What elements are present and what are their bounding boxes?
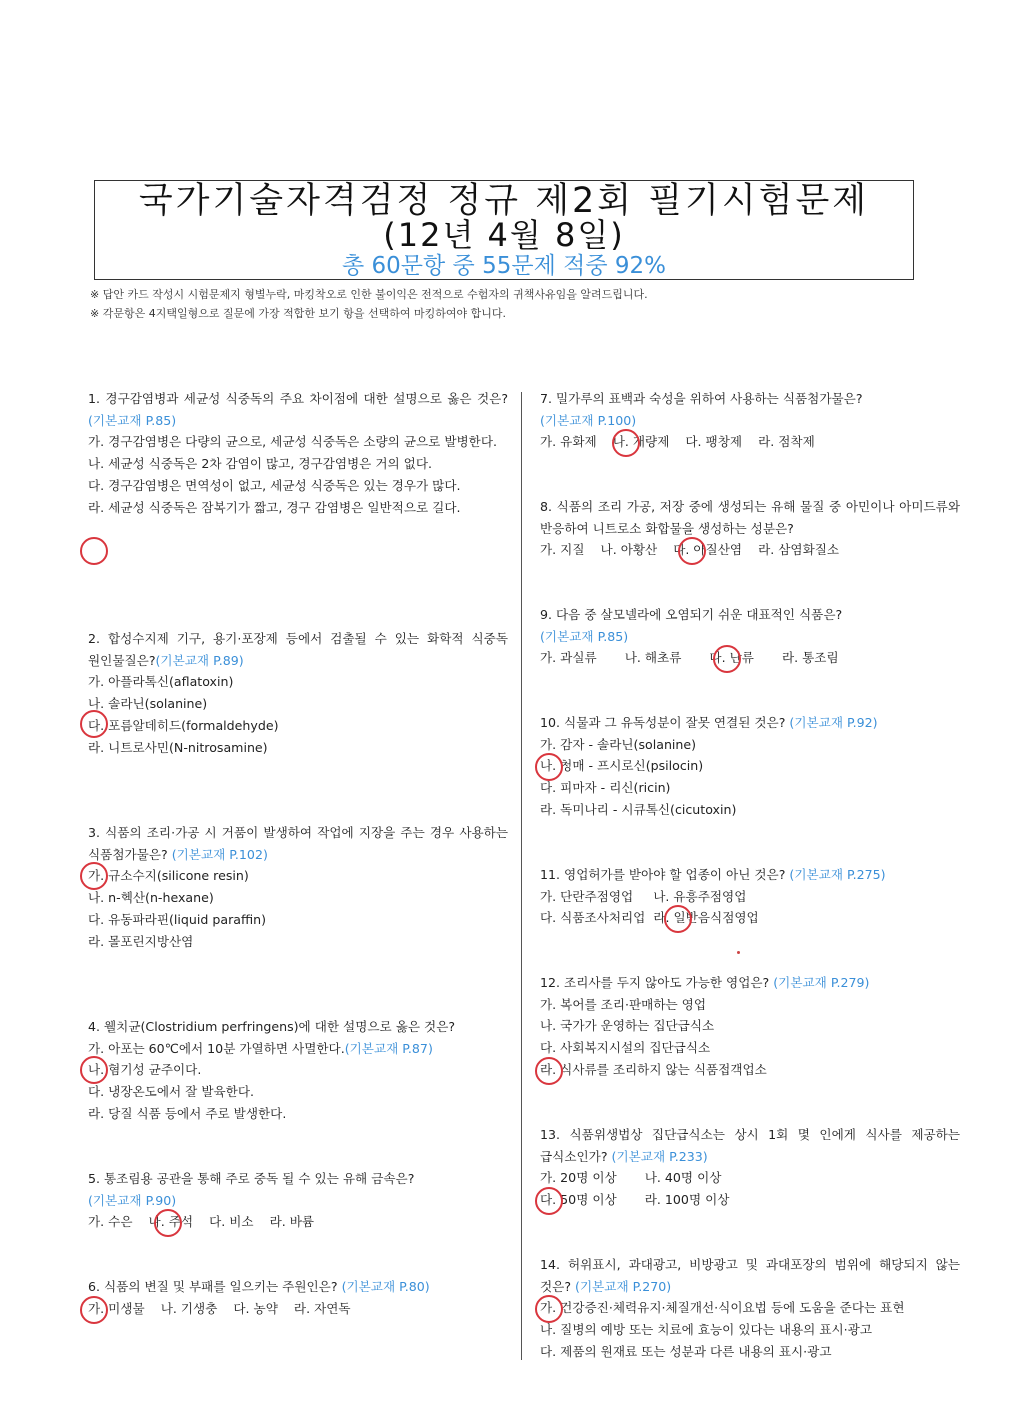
textbook-ref: (기본교재 P.100) (540, 412, 637, 428)
answer-mark-circle (678, 537, 706, 565)
textbook-ref: (기본교재 P.85) (88, 412, 177, 428)
question-text: 13. 식품위생법상 집단급식소는 상시 1회 몇 인에게 식사를 제공하는 급식소인가? (540, 1127, 960, 1164)
question-text: 1. 경구감염병과 세균성 식중독의 주요 차이점에 대한 설명으로 옳은 것은? (88, 391, 508, 406)
option: 다. 팽창제 (685, 434, 743, 450)
question-text: 9. 다음 중 살모넬라에 오염되기 쉬운 대표적인 식품은? (540, 607, 843, 622)
option: 라. 몰포린지방산염 (88, 933, 194, 949)
option: 다. 유동파라핀(liquid paraffin) (88, 911, 267, 927)
option: 가. 건강증진·체력유지·체질개선·식이요법 등에 도움을 준다는 표현 (540, 1300, 905, 1316)
option: 다. 난류 (709, 650, 754, 666)
column-divider (521, 392, 522, 1360)
question-text: 3. 식품의 조리·가공 시 거품이 발생하여 작업에 지장을 주는 경우 사용하는 식품첨가물은? (88, 825, 508, 862)
exam-title: 국가기술자격검정 정규 제2회 필기시험문제 (138, 181, 870, 221)
option: 나. n-헥산(n-hexane) (88, 890, 214, 906)
textbook-ref: (기본교재 P.85) (540, 628, 629, 644)
answer-mark-circle (664, 905, 692, 933)
question-text: 11. 영업허가를 받아야 할 업종이 아닌 것은? (540, 867, 786, 882)
textbook-ref: (기본교재 P.233) (611, 1148, 708, 1164)
option: 라. 통조림 (781, 650, 839, 666)
answer-mark-circle (80, 1296, 108, 1324)
option: 가. 아플라톡신(aflatoxin) (88, 674, 234, 690)
option: 라. 세균성 식중독은 잠복기가 짧고, 경구 감염병은 일반적으로 길다. (88, 499, 461, 515)
question-text: 5. 통조림용 공관을 통해 주로 중독 될 수 있는 유해 금속은? (88, 1171, 415, 1186)
question-2 (88, 628, 508, 758)
answer-mark-circle (612, 429, 640, 457)
question-10 (540, 712, 960, 821)
textbook-ref: (기본교재 P.92) (789, 715, 878, 730)
answer-mark-circle (535, 1057, 563, 1085)
answer-mark-circle (80, 862, 108, 890)
option: 다. 농약 (233, 1300, 278, 1316)
answer-mark-circle (154, 1209, 182, 1237)
option: 가. 경구감염병은 다량의 균으로, 세균성 식중독은 소량의 균으로 발병한다. (88, 434, 498, 450)
question-text: 10. 식물과 그 유독성분이 잘못 연결된 것은? (540, 715, 786, 730)
answer-mark-circle (535, 1187, 563, 1215)
option: 나. 아황산 (600, 542, 658, 558)
option: 가. 미생물 (88, 1300, 145, 1316)
answer-mark-circle (713, 645, 741, 673)
question-12 (540, 972, 960, 1081)
option: 라. 식사류를 조리하지 않는 식품접객업소 (540, 1061, 767, 1077)
option: 가. 아포는 60℃에서 10분 가열하면 사멸한다. (88, 1040, 345, 1056)
option: 나. 주석 (148, 1214, 194, 1230)
answer-mark-circle (535, 1295, 563, 1323)
option: 나. 유흥주점영업 (653, 888, 747, 904)
textbook-ref: (기본교재 P.90) (88, 1192, 177, 1208)
option: 라. 100명 이상 (644, 1192, 730, 1208)
question-text: 8. 식품의 조리 가공, 저장 중에 생성되는 유해 물질 중 아민이나 아미드류와 반응하여 니트로소 화합물을 생성하는 성분은? (540, 499, 960, 536)
option: 라. 독미나리 - 시큐톡신(cicutoxin) (540, 801, 737, 817)
textbook-ref: (기본교재 P.270) (575, 1278, 672, 1294)
question-4 (88, 1016, 508, 1125)
option: 나. 40명 이상 (644, 1170, 722, 1186)
question-text: 7. 밀가루의 표백과 숙성을 위하여 사용하는 식품첨가물은? (540, 391, 863, 406)
question-5 (88, 1168, 508, 1233)
option: 다. 비소 (209, 1214, 254, 1230)
option: 다. 제품의 원재료 또는 성분과 다른 내용의 표시·광고 (540, 1343, 832, 1359)
option: 가. 지질 (540, 542, 585, 558)
question-text: 4. 웰치균(Clostridium perfringens)에 대한 설명으로 옳은 것은? (88, 1019, 456, 1034)
answer-mark-circle (80, 1056, 108, 1084)
option: 가. 과실류 (540, 650, 597, 666)
question-text: 2. 합성수지제 기구, 용기·포장제 등에서 검출될 수 있는 화학적 식중독 원인물질은? (88, 631, 508, 668)
option: 가. 복어를 조리·판매하는 영업 (540, 996, 707, 1012)
option: 나. 혐기성 균주이다. (88, 1062, 202, 1078)
question-14 (540, 1254, 960, 1363)
textbook-ref: (기본교재 P.279) (773, 975, 870, 990)
notice-2: ※ 각문항은 4지택일형으로 질문에 가장 적합한 보기 항을 선택하여 마킹하여야 합니다. (90, 307, 506, 320)
answer-mark-circle (80, 537, 108, 565)
red-speck (737, 951, 740, 954)
option: 다. 사회복지시설의 집단급식소 (540, 1040, 711, 1056)
option: 라. 삼염화질소 (758, 542, 840, 558)
option: 나. 질병의 예방 또는 치료에 효능이 있다는 내용의 표시·광고 (540, 1322, 873, 1338)
question-7 (540, 388, 960, 453)
option: 라. 바륨 (269, 1214, 315, 1230)
textbook-ref: (기본교재 P.102) (171, 846, 268, 862)
textbook-ref: (기본교재 P.275) (789, 867, 886, 882)
notice-1: ※ 답안 카드 작성시 시험문제지 형별누락, 마킹착오로 인한 불이익은 전적으로 수험자의 귀책사유임을 알려드립니다. (90, 288, 648, 301)
textbook-ref: (기본교재 P.87) (344, 1040, 433, 1056)
option: 가. 수은 (88, 1214, 133, 1230)
exam-date: (12년 4월 8일) (383, 216, 625, 254)
question-text: 12. 조리사를 두지 않아도 가능한 영업은? (540, 975, 770, 990)
option: 라. 당질 식품 등에서 주로 발생한다. (88, 1105, 287, 1121)
textbook-ref: (기본교재 P.80) (341, 1279, 430, 1294)
option: 나. 세균성 식중독은 2차 감염이 많고, 경구감염병은 거의 없다. (88, 456, 433, 472)
option: 나. 해초류 (624, 650, 682, 666)
question-9 (540, 604, 960, 669)
option: 나. 국가가 운영하는 집단급식소 (540, 1018, 715, 1034)
option: 다. 식품조사처리업 (540, 910, 646, 926)
question-1 (88, 388, 508, 518)
option: 나. 개량제 (612, 434, 670, 450)
question-text: 6. 식품의 변질 및 부패를 일으키는 주원인은? (88, 1279, 338, 1294)
option: 나. 기생충 (160, 1300, 218, 1316)
option: 나. 청매 - 프시로신(psilocin) (540, 758, 704, 774)
question-text: 14. 허위표시, 과대광고, 비방광고 및 과대포장의 범위에 해당되지 않는 것은? (540, 1257, 960, 1294)
option: 다. 피마자 - 리신(ricin) (540, 780, 671, 796)
question-13 (540, 1124, 960, 1211)
option: 가. 단란주점영업 (540, 888, 634, 904)
title-box (94, 180, 914, 280)
option: 나. 솔라닌(solanine) (88, 696, 208, 712)
option: 다. 아질산염 (673, 542, 743, 558)
option: 다. 50명 이상 (540, 1192, 617, 1208)
option: 라. 니트로사민(N-nitrosamine) (88, 739, 268, 755)
option: 가. 감자 - 솔라닌(solanine) (540, 736, 697, 752)
question-8 (540, 496, 960, 561)
option: 라. 자연독 (293, 1300, 351, 1316)
option: 라. 일반음식점영업 (653, 910, 759, 926)
option: 가. 20명 이상 (540, 1170, 617, 1186)
textbook-ref: (기본교재 P.89) (155, 652, 244, 668)
answer-mark-circle (80, 710, 108, 738)
option: 다. 냉장온도에서 잘 발육한다. (88, 1084, 255, 1100)
option: 다. 경구감염병은 면역성이 없고, 세균성 식중독은 있는 경우가 많다. (88, 477, 461, 493)
hit-rate-summary: 총 60문항 중 55문제 적중 92% (342, 253, 666, 279)
option: 다. 포름알데히드(formaldehyde) (88, 717, 279, 733)
option: 가. 유화제 (540, 434, 597, 450)
question-6 (88, 1276, 508, 1319)
option: 라. 점착제 (758, 434, 815, 450)
option: 가. 규소수지(silicone resin) (88, 868, 249, 884)
question-3 (88, 822, 508, 952)
question-11 (540, 864, 960, 929)
answer-mark-circle (535, 753, 563, 781)
